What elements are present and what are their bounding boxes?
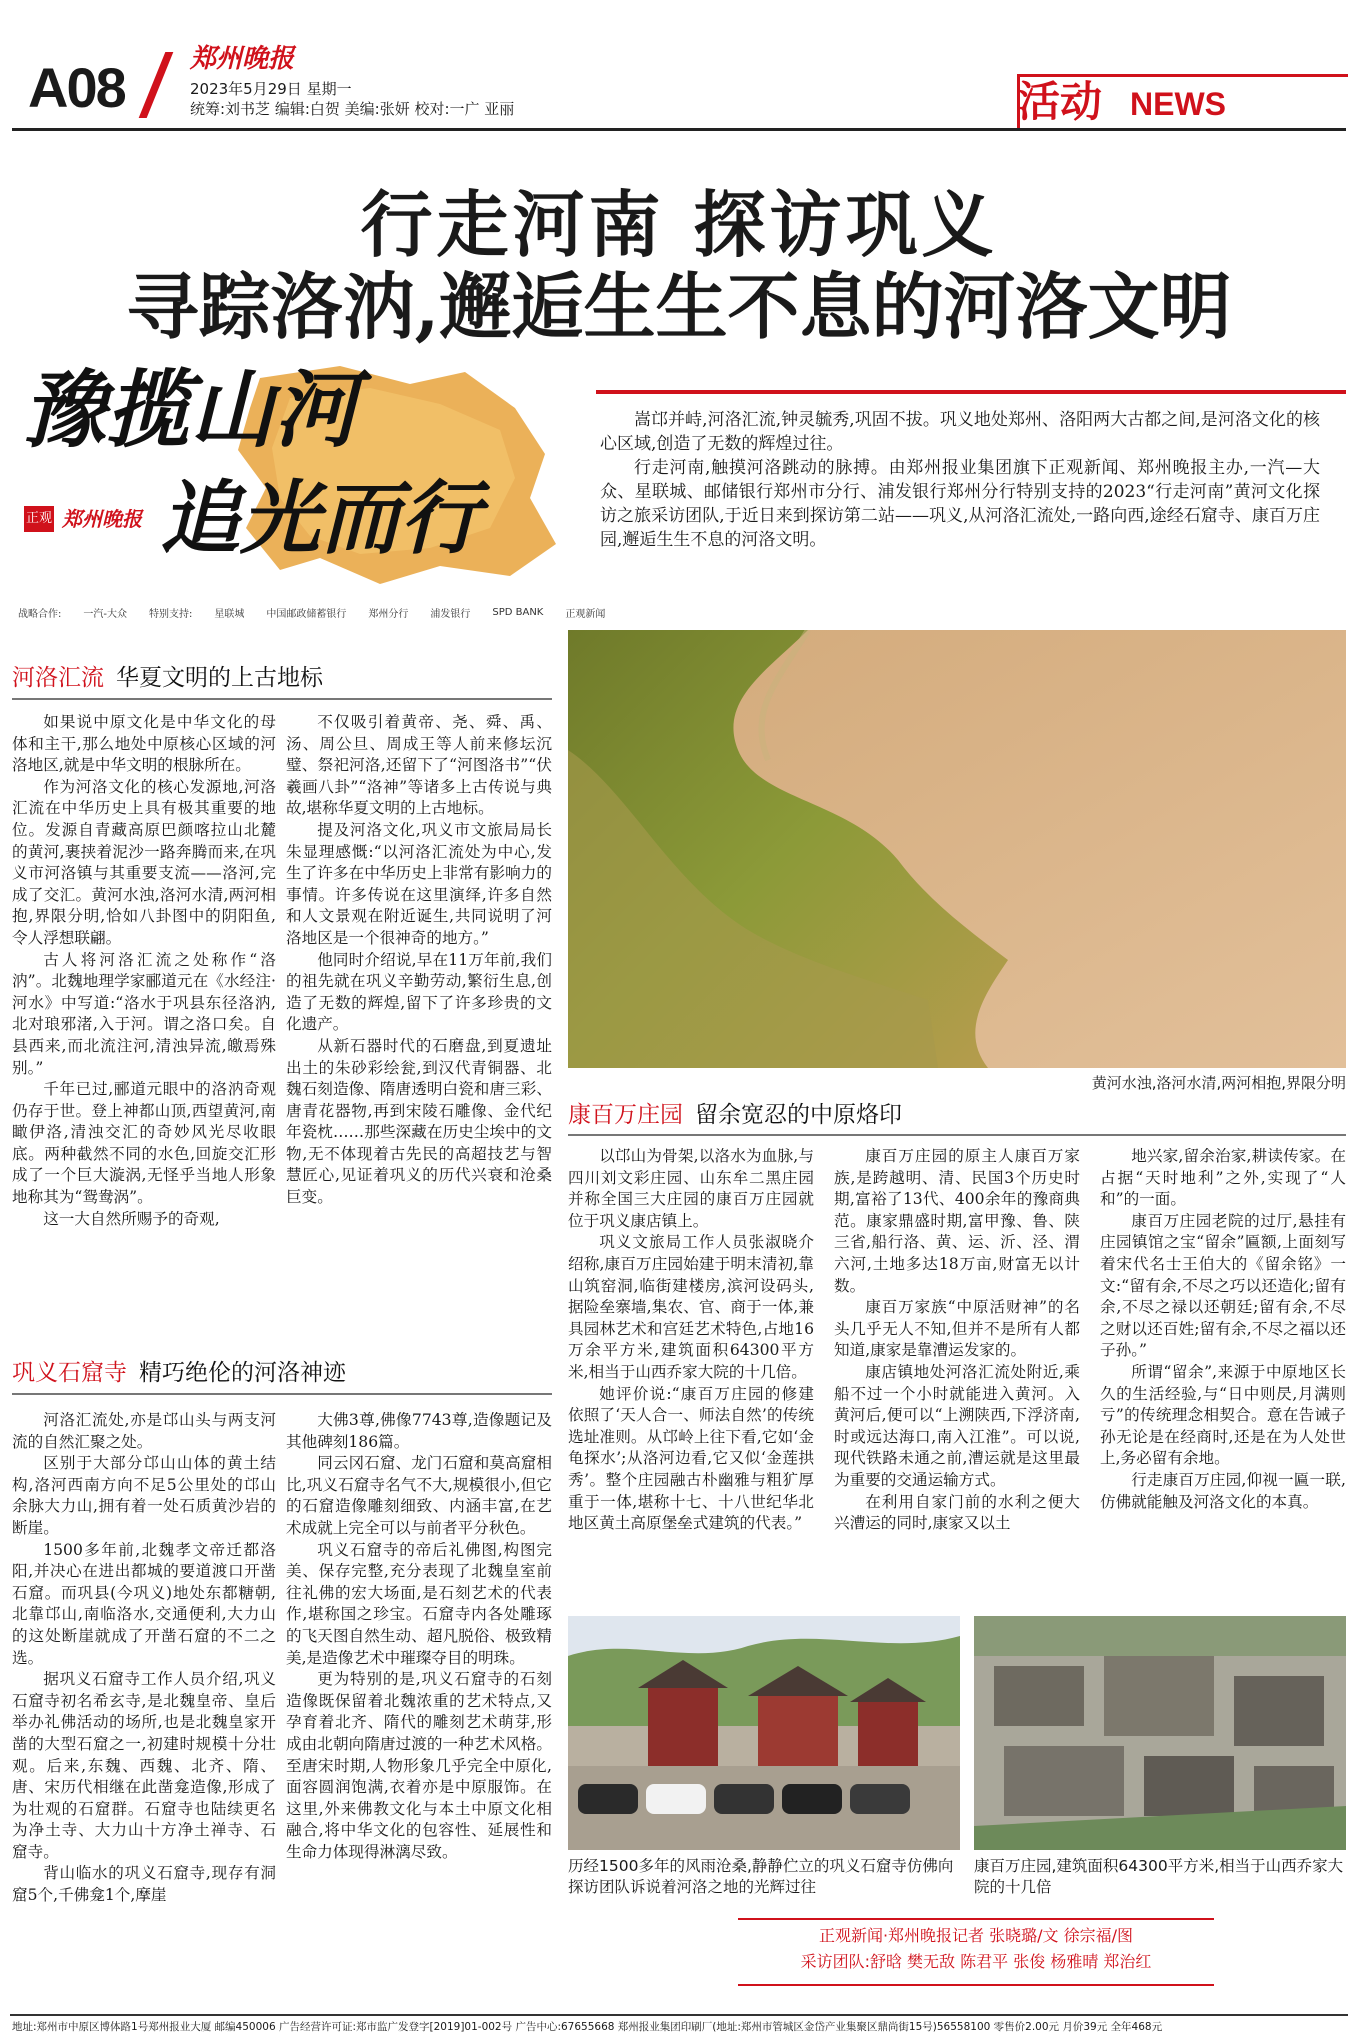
sponsor-item: 特别支持: — [148, 608, 193, 620]
section-heading-sub: 精巧绝伦的河洛神迹 — [139, 1360, 346, 1386]
paragraph: 作为河洛文化的核心发源地,河洛汇流在中华历史上具有极其重要的地位。发源自青藏高原巴颜喀拉山北麓的黄河,裹挟着泥沙一路奔腾而来,在巩义市河洛镇与其重要支流——洛河,完成了交汇。黄河水浊,洛河水清,两河相抱,界限分明,恰如八卦图中的阴阳鱼,令人浮想联翩。 — [12, 777, 276, 947]
sponsor-item: 一汽-大众 — [83, 608, 127, 620]
paragraph: 康百万家族“中原活财神”的名头几乎无人不知,但并不是所有人都知道,康家是靠漕运发家的。 — [834, 1298, 1080, 1360]
paragraph: 巩义文旅局工作人员张淑晓介绍称,康百万庄园始建于明末清初,靠山筑窑洞,临街建楼房,滨河设码头,据险垒寨墙,集农、官、商于一体,兼具园林艺术和宫廷艺术特色,占地16万余平方米,建筑面积64300平方米,相当于山西乔家大院的十几倍。 — [568, 1233, 814, 1381]
sponsor-strip — [18, 600, 606, 624]
paragraph: 大佛3尊,佛像7743尊,造像题记及其他碑刻186篇。 — [286, 1411, 552, 1451]
paragraph: 不仅吸引着黄帝、尧、舜、禹、汤、周公旦、周成王等人前来修坛沉璧、祭祀河洛,还留下了“河图洛书”“伏羲画八卦”“洛神”等诸多上古传说与典故,堪称华夏文明的上古地标。 — [286, 713, 552, 818]
masthead-slash — [139, 52, 174, 118]
photo-grotto-temple — [568, 1616, 960, 1850]
masthead-rule — [12, 128, 1346, 131]
paragraph: 河洛汇流处,亦是邙山头与两支河流的自然汇聚之处。 — [12, 1411, 276, 1451]
section-rule — [568, 1134, 1346, 1136]
paragraph: 据巩义石窟寺工作人员介绍,巩义石窟寺初名希玄寺,是北魏皇帝、皇后举办礼佛活动的场所,也是北魏皇家开凿的大型石窟之一,初建时规模十分壮观。后来,东魏、西魏、北齐、隋、唐、宋历代相继在此凿龛造像,形成了为壮观的石窟群。石窟寺也陆续更名为净土寺、大力山十方净土禅寺、石窟寺。 — [12, 1670, 276, 1861]
paper-name: 郑州晚报 — [190, 44, 295, 74]
paragraph: 千年已过,郦道元眼中的洛汭奇观仍存于世。登上神都山顶,西望黄河,南瞰伊洛,清浊交汇的奇妙风光尽收眼底。两种截然不同的水色,回旋交汇形成了一个巨大漩涡,无怪乎当地人形象地称其为“鸳鸯涡”。 — [12, 1080, 276, 1207]
article-column — [568, 1146, 814, 1535]
footer-rule — [10, 2014, 1348, 2016]
photo-caption: 黄河水浊,洛河水清,两河相抱,界限分明 — [1091, 1074, 1346, 1092]
sponsor-item: 郑州分行 — [368, 608, 409, 620]
paragraph: 他同时介绍说,早在11万年前,我们的祖先就在巩义辛勤劳动,繁衍生息,创造了无数的辉煌,留下了许多珍贵的文化遗产。 — [286, 950, 552, 1034]
photo-kang-manor — [974, 1616, 1346, 1850]
issue-date: 2023年5月29日 星期一 — [190, 80, 352, 98]
lead-paragraph — [600, 408, 1320, 552]
paragraph: 巩义石窟寺的帝后礼佛图,构图完美、保存完整,充分表现了北魏皇室前往礼佛的宏大场面,是石刻艺术的代表作,堪称国之珍宝。石窟寺内各处雕琢的飞天图自然生动、超凡脱俗、极致精美,是造像艺术中璀璨夺目的明珠。 — [286, 1540, 552, 1667]
sponsor-item: 星联城 — [214, 608, 245, 620]
section-rule — [12, 1393, 552, 1395]
page-number: A08 — [28, 56, 125, 119]
paragraph: 地兴家,留余治家,耕读传家。在占据“天时地利”之外,实现了“人和”的一面。 — [1100, 1147, 1346, 1209]
paragraph: 以邙山为骨架,以洛水为血脉,与四川刘文彩庄园、山东牟二黑庄园并称全国三大庄园的康百万庄园就位于巩义康店镇上。 — [568, 1147, 814, 1230]
section-heading-sub: 留余宽忍的中原烙印 — [695, 1102, 902, 1128]
paragraph: 康百万庄园老院的过厅,悬挂有庄园镇馆之宝“留余”匾额,上面刻写着宋代名士王伯大的《留余铭》一文:“留有余,不尽之巧以还造化;留有余,不尽之禄以还朝廷;留有余,不尽之财以还百姓;留有余,不尽之福以还子孙。” — [1100, 1211, 1346, 1360]
section-heading — [568, 1100, 902, 1130]
paragraph: 从新石器时代的石磨盘,到夏遗址出土的朱砂彩绘瓮,到汉代青铜器、北魏石刻造像、隋唐透明白瓷和唐三彩、唐青花器物,再到宋陵石雕像、金代纪年瓷枕……那些深藏在历史尘埃中的文物,无不体现着古先民的高超技艺与智慧匠心,见证着巩义的历代兴衰和沧桑巨变。 — [286, 1036, 552, 1207]
sponsor-item: 战略合作: — [18, 608, 62, 620]
paragraph: 如果说中原文化是中华文化的母体和主干,那么地处中原核心区域的河洛地区,就是中华文明的根脉所在。 — [12, 713, 276, 775]
section-heading-red: 康百万庄园 — [568, 1102, 683, 1128]
paragraph: 提及河洛文化,巩义市文旅局局长朱显理感慨:“以河洛汇流处为中心,发生了许多在中华历史上非常有影响力的事情。许多传说在这里演绎,许多自然和人文景观在附近诞生,共同说明了河洛地区是一个很神奇的地方。” — [286, 820, 552, 947]
paragraph: 区别于大部分邙山山体的黄土结构,洛河西南方向不足5公里处的邙山余脉大力山,拥有着一处石质黄沙岩的断崖。 — [12, 1454, 276, 1537]
photo-caption: 康百万庄园,建筑面积64300平方米,相当于山西乔家大院的十几倍 — [974, 1857, 1344, 1896]
sponsor-item: 中国邮政储蓄银行 — [266, 608, 347, 620]
paragraph: 1500多年前,北魏孝文帝迁都洛阳,并决心在进出都城的要道渡口开凿石窟。而巩县(今巩义)地处东都糖朝,北靠邙山,南临洛水,交通便利,大力山的这处断崖就成了开凿石窟的不二之选。 — [12, 1540, 276, 1667]
section-heading-red: 河洛汇流 — [12, 665, 104, 691]
sponsor-item: 浦发银行 — [430, 608, 471, 620]
paragraph: 她评价说:“康百万庄园的修建依照了‘天人合一、师法自然’的传统选址准则。从邙岭上往下看,它如‘金龟探水’;从洛河边看,它又似‘金莲拱秀’。整个庄园融古朴幽雅与粗犷厚重于一体,堪称十七、十八世纪华北地区黄土高原堡垒式建筑的代表。” — [568, 1384, 814, 1533]
zhengguan-badge: 正观 — [24, 506, 54, 532]
article-column — [286, 1410, 552, 1863]
article-column — [12, 1410, 276, 1907]
headline-sub: 寻踪洛汭,邂逅生生不息的河洛文明 — [126, 264, 1232, 349]
section-heading-sub: 华夏文明的上古地标 — [116, 665, 323, 691]
paragraph: 康店镇地处河洛汇流处附近,乘船不过一个小时就能进入黄河。入黄河后,便可以“上溯陕西,下浮济南,时或远达海口,南入江淮”。可以说,现代铁路未通之前,漕运就是这里最为重要的交通运输方式。 — [834, 1362, 1080, 1489]
section-label: 活动 — [1018, 77, 1103, 126]
paragraph: 古人将河洛汇流之处称作“洛汭”。北魏地理学家郦道元在《水经注·河水》中写道:“洛水于巩县东径洛汭,北对琅邪渚,入于河。谓之洛口矣。自县西来,而北流注河,清浊异流,皦焉殊别。” — [12, 950, 276, 1077]
article-column — [12, 712, 276, 1230]
paragraph: 同云冈石窟、龙门石窟和莫高窟相比,巩义石窟寺名气不大,规模很小,但它的石窟造像雕刻细致、内涵丰富,在艺术成就上完全可以与前者平分秋色。 — [286, 1454, 552, 1537]
reporting-team: 采访团队:舒晗 樊无敌 陈君平 张俊 杨雅晴 郑治红 — [800, 1952, 1152, 1971]
byline: 正观新闻·郑州晚报记者 张晓璐/文 徐宗福/图 — [818, 1926, 1134, 1945]
lead-p2: 行走河南,触摸河洛跳动的脉搏。由郑州报业集团旗下正观新闻、郑州晚报主办,一汽—大众、星联城、邮储银行郑州市分行、浦发银行郑州分行特别支持的2023“行走河南”黄河文化探访之旅采访团队,于近日来到探访第二站——巩义,从河洛汇流处,一路向西,途经石窟寺、康百万庄园,邂逅生生不息的河洛文明。 — [600, 458, 1320, 550]
paragraph: 在利用自家门前的水利之便大兴漕运的同时,康家又以土 — [834, 1492, 1080, 1533]
article-column — [1100, 1146, 1346, 1513]
section-rule — [12, 698, 552, 700]
photo-caption: 历经1500多年的风雨沧桑,静静伫立的巩义石窟寺仿佛向探访团队诉说着河洛之地的光辉过往 — [568, 1857, 954, 1896]
headline-main: 行走河南 探访巩义 — [360, 182, 998, 267]
section-heading-red: 巩义石窟寺 — [12, 1360, 127, 1386]
sponsor-item: SPD BANK — [492, 606, 544, 618]
editor-credits: 统筹:刘书芝 编辑:白贺 美编:张妍 校对:一广 亚丽 — [190, 100, 515, 118]
lead-rule — [596, 390, 1346, 394]
paragraph: 背山临水的巩义石窟寺,现存有洞窟5个,千佛龛1个,摩崖 — [12, 1864, 276, 1905]
photo-river-confluence — [568, 630, 1346, 1068]
paragraph: 所谓“留余”,来源于中原地区长久的生活经验,与“日中则昃,月满则亏”的传统理念相契合。意在告诫子孙无论是在经商时,还是在为人处世上,务必留有余地。 — [1100, 1362, 1346, 1468]
footer-info: 地址:郑州市中原区博体路1号郑州报业大厦 邮编450006 广告经营许可证:郑市监广发登字[2019]01-002号 广告中心:67655668 郑州报业集团印刷厂(地址:郑州市管城区金岱产业集聚区鼎尚街15号)56558100 零售价2.00元 月价39元 全年468元 — [12, 2021, 1163, 2033]
section-heading — [12, 1358, 346, 1388]
paragraph: 行走康百万庄园,仰视一匾一联,仿佛就能触及河洛文化的本真。 — [1100, 1470, 1346, 1511]
paragraph: 更为特别的是,巩义石窟寺的石刻造像既保留着北魏浓重的艺术特点,又孕育着北齐、隋代的雕刻艺术萌芽,形成由北朝向隋唐过渡的一种艺术风格。至唐宋时期,人物形象几乎完全中原化,面容圆润饱满,衣着亦是中原服饰。在这里,外来佛教文化与本土中原文化相融合,将中华文化的包容性、延展性和生命力体现得淋漓尽致。 — [286, 1670, 552, 1861]
paragraph: 康百万庄园的原主人康百万家族,是跨越明、清、民国3个历史时期,富裕了13代、400余年的豫商典范。康家鼎盛时期,富甲豫、鲁、陕三省,船行洛、黄、运、沂、泾、渭六河,土地多达18万亩,财富无以计数。 — [834, 1147, 1080, 1295]
article-column — [286, 712, 552, 1209]
campaign-paper-name: 郑州晚报 — [62, 507, 142, 531]
campaign-title-bottom: 追光而行 — [160, 471, 480, 565]
campaign-logo — [10, 358, 570, 590]
section-heading — [12, 663, 323, 693]
article-column — [834, 1146, 1080, 1535]
section-label-en: NEWS — [1130, 86, 1226, 122]
lead-p1: 嵩邙并峙,河洛汇流,钟灵毓秀,巩固不拔。巩义地处郑州、洛阳两大古都之间,是河洛文化的核心区域,创造了无数的辉煌过往。 — [600, 410, 1320, 454]
sponsor-item: 正观新闻 — [565, 608, 606, 620]
campaign-title-top: 豫揽山河 — [22, 360, 359, 459]
paragraph: 这一大自然所赐予的奇观, — [43, 1209, 220, 1228]
